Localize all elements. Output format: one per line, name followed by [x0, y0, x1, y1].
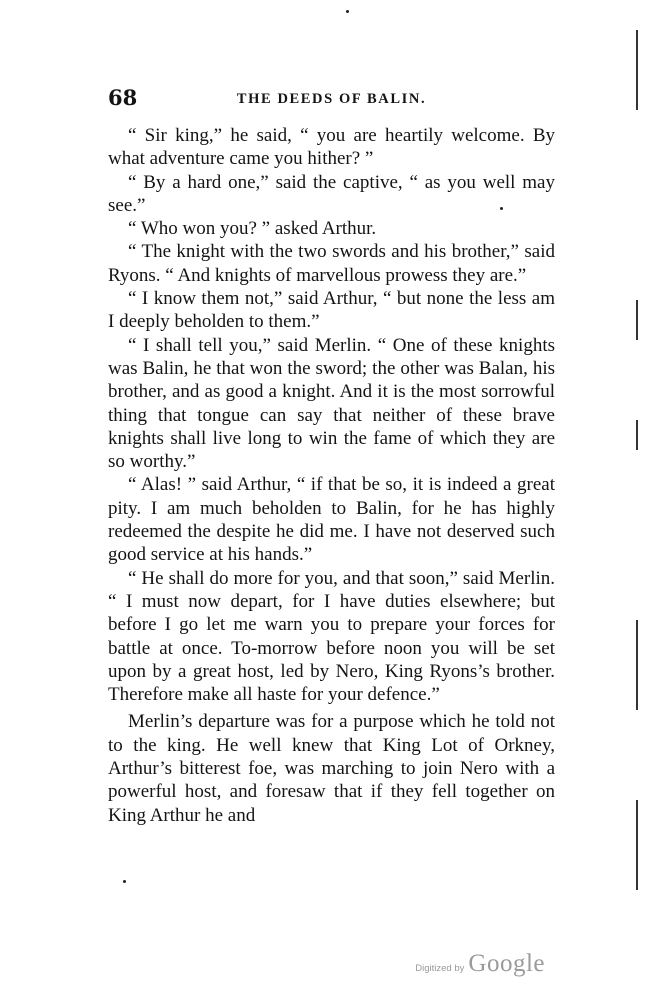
- paragraph: “ Who won you? ” asked Arthur.: [128, 218, 377, 240]
- paragraph: “ I know them not,” said Arthur, “ but none the less am I deeply beholden to them.”: [108, 288, 555, 333]
- paragraph: “ The knight with the two swords and his brother,” said Ryons. “ And knights of marvellous prowess they are.”: [108, 241, 555, 286]
- speck-mark: [500, 207, 503, 210]
- binding-edge-line: [636, 800, 638, 890]
- body-text: [108, 124, 555, 827]
- paragraph: “ I shall tell you,” said Merlin. “ One of these knights was Balin, he that won the sword; the other was Balan, his brother, and as good a knight. And it is the most sorrowful thing that tongue can say that neither of these brave knights shall live long to win the fame of which they are so worthy.”: [108, 334, 555, 473]
- binding-edge-line: [636, 30, 638, 110]
- speck-mark: [346, 10, 349, 13]
- page-number: 68: [108, 85, 138, 110]
- paragraph: “ Alas! ” said Arthur, “ if that be so, it is indeed a great pity. I am much beholden to Balin, for he has highly redeemed the despite he did me. I have not deserved such good service at his hands.”: [108, 474, 555, 566]
- google-logo: Google: [468, 950, 545, 977]
- paragraph: “ Sir king,” he said, “ you are heartily welcome. By what adventure came you hither? ”: [108, 125, 555, 170]
- speck-mark: [123, 880, 126, 883]
- binding-edge-line: [636, 420, 638, 450]
- binding-edge-line: [636, 300, 638, 340]
- paragraph: “ By a hard one,” said the captive, “ as you well may see.”: [108, 171, 555, 216]
- page-header: [108, 84, 555, 114]
- paragraph: Merlin’s departure was for a purpose which he told not to the king. He well knew that King Lot of Orkney, Arthur’s bitterest foe, was marching to join Nero with a powerful host, and foresaw that if they fell together on King Arthur he and: [108, 711, 555, 826]
- digitized-label: Digitized by: [415, 963, 465, 974]
- binding-edge-line: [636, 620, 638, 710]
- digitized-watermark: [415, 950, 545, 978]
- paragraph: “ He shall do more for you, and that soon,” said Merlin. “ I must now depart, for I have duties elsewhere; but before I go let me warn you to prepare your forces for battle at once. To-morrow before noon you will be set upon by a great host, led by Nero, King Ryons’s brother. Therefore make all haste for your defence.”: [108, 567, 555, 706]
- running-head: THE DEEDS OF BALIN.: [236, 91, 427, 107]
